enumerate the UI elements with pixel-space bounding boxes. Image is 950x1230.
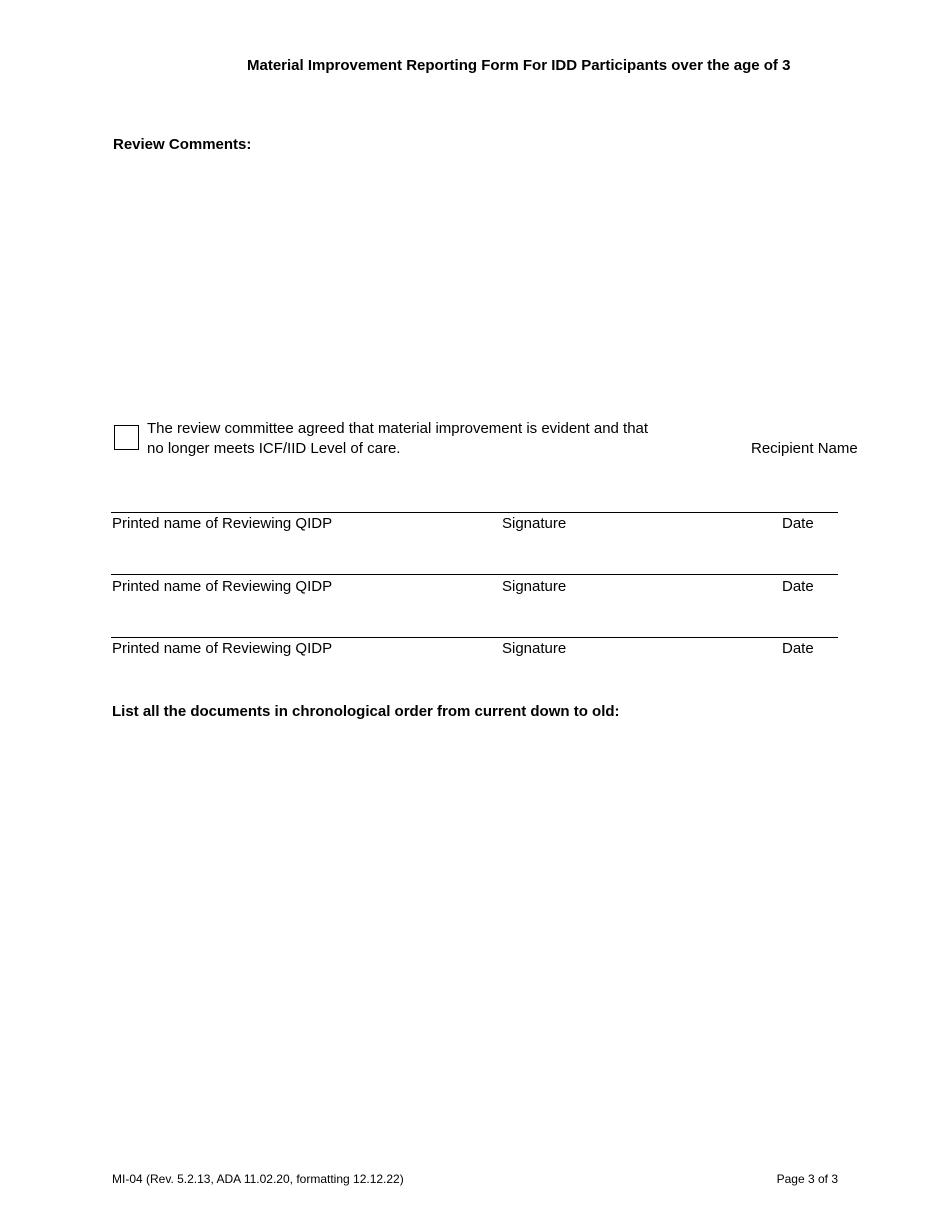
review-comments-label: Review Comments: <box>113 136 252 153</box>
signature-line <box>111 574 838 575</box>
signature-label: Signature <box>502 578 567 595</box>
form-revision-footer: MI-04 (Rev. 5.2.13, ADA 11.02.20, formatting 12.12.22) <box>112 1172 404 1186</box>
printed-name-label: Printed name of Reviewing QIDP <box>112 578 333 595</box>
printed-name-label: Printed name of Reviewing QIDP <box>112 640 333 657</box>
date-label: Date <box>782 640 814 657</box>
printed-name-label: Printed name of Reviewing QIDP <box>112 515 333 532</box>
signature-line <box>111 637 838 638</box>
date-label: Date <box>782 515 814 532</box>
form-title: Material Improvement Reporting Form For IDD Participants over the age of 3 <box>247 57 791 74</box>
committee-agreement-line-2: no longer meets ICF/IID Level of care. <box>147 440 401 457</box>
signature-label: Signature <box>502 640 567 657</box>
committee-agreement-checkbox[interactable] <box>114 425 139 450</box>
page-number: Page 3 of 3 <box>776 1172 838 1186</box>
committee-agreement-text <box>147 419 727 459</box>
recipient-name-label: Recipient Name <box>751 440 858 457</box>
signature-line <box>111 512 838 513</box>
committee-agreement-line-1: The review committee agreed that material improvement is evident and that <box>147 420 649 437</box>
date-label: Date <box>782 578 814 595</box>
documents-list-label: List all the documents in chronological order from current down to old: <box>112 703 620 720</box>
signature-label: Signature <box>502 515 567 532</box>
